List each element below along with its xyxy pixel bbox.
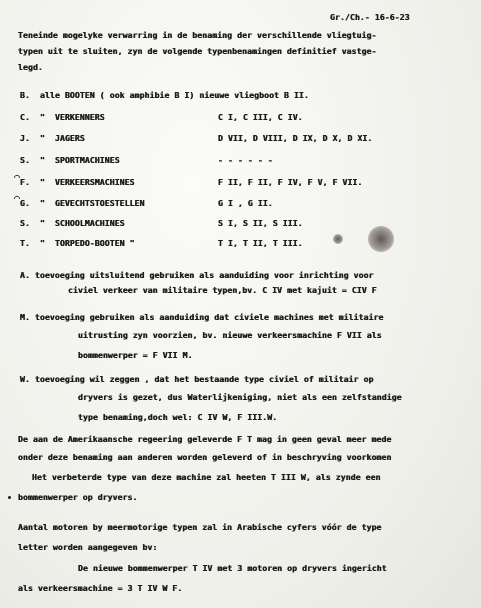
type-prefix: G. [20,198,30,208]
intro-line-1: Teneinde mogelyke verwarring in de benaming der verschillende vliegtuig- [18,30,377,40]
note-m-line-3: bommenwerper = F VII M. [78,350,193,360]
type-prefix: T. [20,238,30,248]
paragraph-line: De aan de Amerikaansche regeering geleverde F T mag in geen geval meer mede [18,434,392,444]
type-prefix: S. [20,218,30,228]
note-a-line-2: civiel verkeer van militaire typen,bv. C IV met kajuit = CIV F [68,285,377,295]
type-value: F II, F II, F IV, F V, F VII. [218,177,363,187]
document-reference: Gr./Ch.- 16-6-23 [330,12,410,22]
type-label: " JAGERS [40,133,85,143]
ink-dot [8,496,11,499]
type-label: " SCHOOLMACHINES [40,218,125,228]
note-m-line-2: uitrusting zyn voorzien, bv. nieuwe verkeersmachine F VII als [78,330,382,340]
type-label: " VERKENNERS [40,112,105,122]
type-value: D VII, D VIII, D IX, D X, D XI. [218,133,373,143]
intro-line-2: typen uit te sluiten, zyn de volgende typenbenamingen definitief vastge- [18,46,377,56]
paragraph-line: Het verbeterde type van deze machine zal heeten T III W, als zynde een [32,472,381,482]
paragraph-line: als verkeersmachine = 3 T IV W F. [18,583,183,593]
paragraph-line: De nieuwe bommenwerper T IV met 3 motoren op dryvers ingericht [78,563,387,573]
type-label: " GEVECHTSTOESTELLEN [40,198,145,208]
note-w-line-2: dryvers is gezet, dus Waterlijkeniging, niet als een zelfstandige [78,392,402,402]
note-a-line-1: A. toevoeging uitsluitend gebruiken als aanduiding voor inrichting voor [20,270,374,280]
type-prefix: B. [20,90,30,100]
type-value: C I, C III, C IV. [218,112,303,122]
type-value: - - - - - - [218,155,273,165]
handwritten-tick-mark: ⌒ [14,193,21,204]
intro-line-3: legd. [18,62,43,72]
type-label: alle BOOTEN ( ook amphibie B I) nieuwe vliegboot B II. [40,90,309,100]
type-value: T I, T II, T III. [218,238,303,248]
type-prefix: C. [20,112,30,122]
type-value: G I , G II. [218,198,273,208]
paragraph-line: Aantal motoren by meermotorige typen zal in Arabische cyfers vóór de type [18,522,382,532]
type-value: S I, S II, S III. [218,218,303,228]
type-prefix: J. [20,133,30,143]
paragraph-line: letter worden aangegeven bv: [18,542,158,552]
note-m-line-1: M. toevoeging gebruiken als aanduiding dat civiele machines met militaire [20,312,384,322]
type-label: " TORPEDO-BOOTEN " [40,238,135,248]
type-label: " VERKEERSMACHINES [40,177,135,187]
type-label: " SPORTMACHINES [40,155,120,165]
type-prefix: S. [20,155,30,165]
ink-stain [368,226,394,252]
note-w-line-1: W. toevoeging wil zeggen , dat het bestaande type civiel of militair op [20,374,374,384]
ink-stain [333,234,343,244]
paragraph-line: bommenwerper op dryvers. [18,492,138,502]
paragraph-line: onder deze benaming aan anderen worden geleverd of in beschryving voorkomen [18,452,392,462]
type-prefix: F. [20,177,30,187]
handwritten-tick-mark: ⌒ [14,172,21,183]
note-w-line-3: type benaming,doch wel: C IV W, F III.W. [78,412,278,422]
